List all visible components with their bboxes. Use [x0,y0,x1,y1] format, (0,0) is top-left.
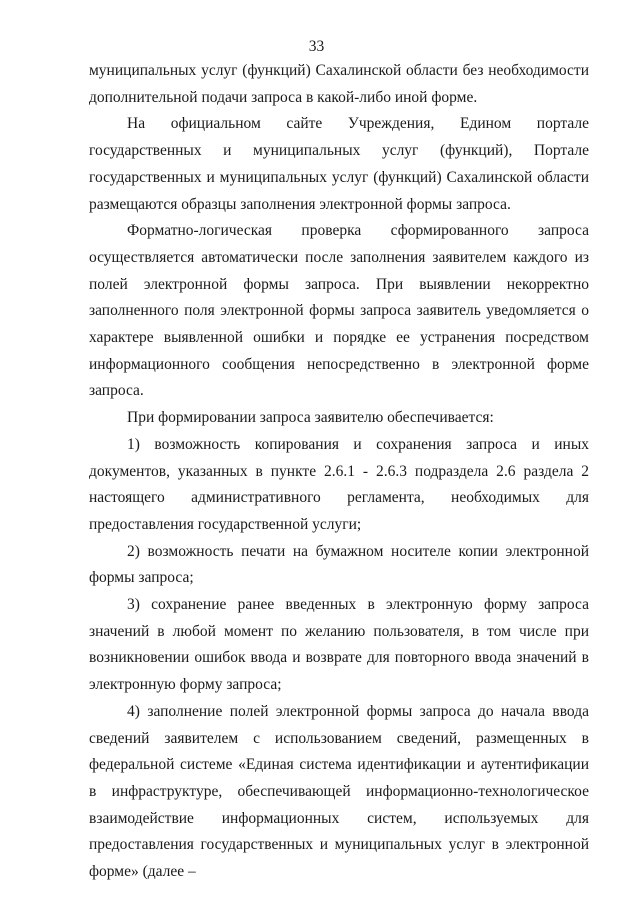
paragraph-official-site-samples: На официальном сайте Учреждения, Едином портале государственных и муниципальных услуг (функций), Портале государственных и муниципальных услуг (функций) Сахалинской области размещаются образцы заполнения электронной формы запроса. [89,115,589,213]
page-number: 33 [308,38,325,55]
paragraph-request-provisions-intro: При формировании запроса заявителю обеспечивается: [127,409,494,427]
list-item-copy-save: 1) возможность копирования и сохранения запроса и иных документов, указанных в пункте 2.6.1 - 2.6.3 подраздела 2.6 раздела 2 настоящего административного регламента, необходимых для предоставления государственной услуги; [89,435,589,533]
list-item-print: 2) возможность печати на бумажном носителе копии электронной формы запроса; [89,542,589,587]
document-body [89,58,589,886]
list-item-autofill: 4) заполнение полей электронной формы запроса до начала ввода сведений заявителем с использованием сведений, размещенных в федеральной системе «Единая система идентификации и аутентификации в инфраструктуре, обеспечивающей информационно-технологическое взаимодействие информационных систем, используемых для предоставления государственных и муниципальных услуг в электронной форме» (далее – [89,702,589,881]
paragraph-format-logical-check: Форматно-логическая проверка сформированного запроса осуществляется автоматически после заполнения заявителем каждого из полей электронной формы запроса. При выявлении некорректно заполненного поля электронной формы запроса заявитель уведомляется о характере выявленной ошибки и порядке ее устранения посредством информационного сообщения непосредственно в электронной форме запроса. [89,222,589,400]
list-item-save-values: 3) сохранение ранее введенных в электронную форму запроса значений в любой момент по желанию пользователя, в том числе при возникновении ошибок ввода и возврате для повторного ввода значений в электронную форму запроса; [89,596,589,694]
paragraph-continuation: муниципальных услуг (функций) Сахалинской области без необходимости дополнительной подачи запроса в какой-либо иной форме. [89,62,589,106]
